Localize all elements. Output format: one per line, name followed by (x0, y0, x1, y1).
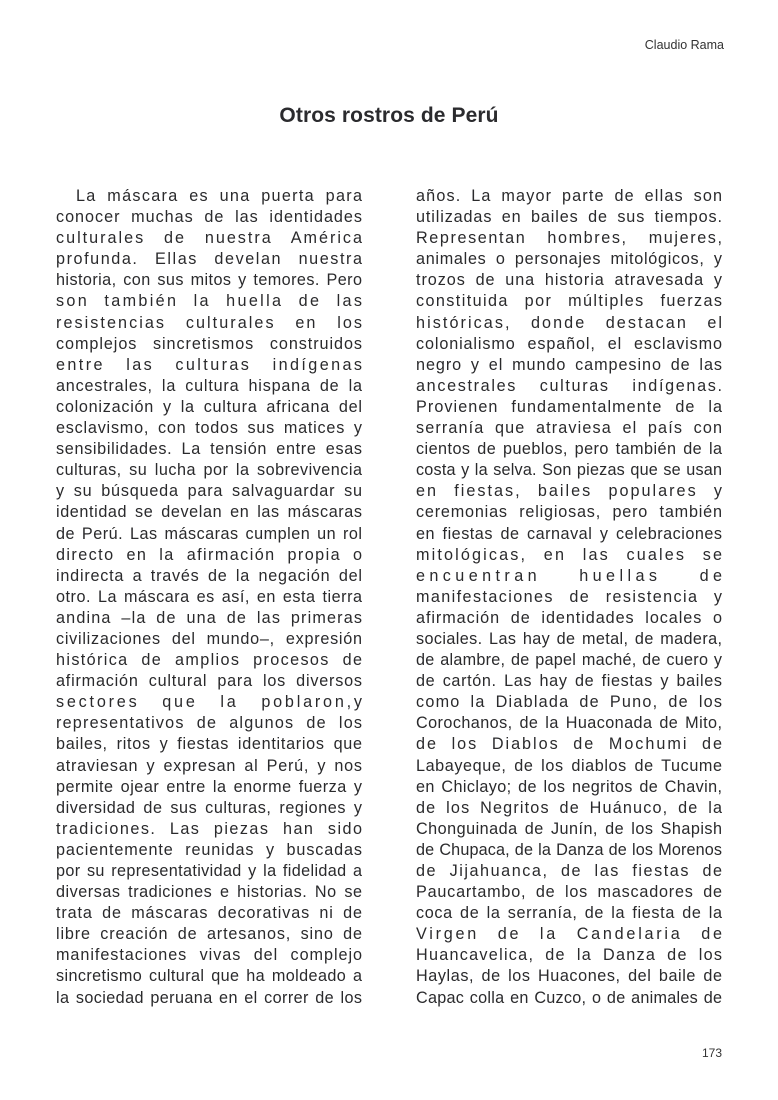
text-line: por su representatividad y la fidelidad a (56, 862, 363, 880)
text-line: afirmación cultural para los diversos (56, 672, 363, 691)
text-line: entre las culturas indígenas (56, 355, 365, 374)
text-line: Haylas, de los Huacones, del baile de (416, 967, 723, 986)
text-line: de cartón. Las hay de fiestas y bailes (416, 672, 723, 691)
text-line: sectores que la poblaron,y (56, 693, 365, 712)
text-line: otro. La máscara es así, en esta tierra (56, 587, 363, 606)
text-line: constituida por múltiples fuerzas (416, 292, 724, 311)
text-line: resistencias culturales en los (56, 313, 365, 332)
text-line: y su búsqueda para salvaguardar su (56, 482, 363, 501)
text-line: ceremonias religiosas, pero también (416, 503, 723, 522)
text-line: identidad se develan en las máscaras (56, 503, 363, 522)
text-line: manifestaciones de resistencia y (416, 587, 724, 606)
text-line: utilizadas en bailes de sus tiempos. (416, 208, 723, 227)
text-line: en fiestas de carnaval y celebraciones (416, 524, 723, 543)
text-line: Virgen de la Candelaria de (416, 925, 725, 944)
text-line: bailes, ritos y fiestas identitarios que (56, 735, 363, 754)
text-line: de los Diablos de Mochumi de (416, 735, 724, 754)
text-line: representativos de algunos de los (56, 714, 364, 733)
text-line: colonialismo español, el esclavismo (416, 334, 723, 353)
text-line: negro y el mundo campesino de las (416, 355, 723, 374)
text-line: Labayeque, de los diablos de Tucume (416, 756, 723, 775)
text-line: libre creación de artesanos, sino de (56, 925, 363, 944)
text-line: en Chiclayo; de los negritos de Chavin, (416, 777, 723, 796)
chapter-title: Otros rostros de Perú (279, 104, 499, 127)
text-line: Representan hombres, mujeres, (416, 229, 724, 248)
text-line: cientos de pueblos, pero también de la (416, 440, 723, 459)
text-line: indirecta a través de la negación del (56, 566, 363, 585)
text-line: animales o personajes mitológicos, y (416, 250, 723, 269)
text-line: de Perú. Las máscaras cumplen un rol (56, 524, 363, 543)
text-line: Capac colla en Cuzco, o de animales de (416, 988, 723, 1007)
text-line: atraviesan y expresan al Perú, y nos (56, 756, 363, 775)
text-line: esclavismo, con todos sus matices y (56, 419, 363, 438)
text-line: permite ojear entre la enorme fuerza y (56, 777, 363, 796)
text-line: afirmación de identidades locales o (416, 608, 723, 627)
text-line: de alambre, de papel maché, de cuero y (416, 651, 723, 670)
text-line: culturas, su lucha por la sobrevivencia (56, 461, 363, 480)
text-line: mitológicas, en las cuales se (416, 545, 725, 564)
text-line: encuentran huellas de (416, 566, 727, 585)
text-line: ancestrales, la cultura hispana de la (56, 376, 363, 395)
body-column-right (416, 186, 727, 1009)
text-line: ancestrales culturas indígenas. (416, 376, 724, 395)
text-line: coca de la serranía, de la fiesta de la (416, 904, 723, 923)
text-line: culturales de nuestra América (56, 229, 364, 248)
text-line: como la Diablada de Puno, de los (416, 693, 724, 712)
text-line: civilizaciones del mundo–, expresión (56, 629, 363, 648)
text-line: historia, con sus mitos y temores. Pero (56, 271, 363, 290)
text-line: sincretismo cultural que ha moldeado a (56, 967, 363, 986)
text-line: pacientemente reunidas y buscadas (56, 840, 363, 859)
text-line: de los Negritos de Huánuco, de la (416, 798, 724, 817)
text-line: trozos de una historia atravesada y (416, 271, 723, 290)
text-line: sociales. Las hay de metal, de madera, (416, 629, 723, 648)
text-line: manifestaciones vivas del complejo (56, 946, 363, 965)
text-line: diversidad de sus culturas, regiones y (56, 798, 363, 817)
text-line: complejos sincretismos construidos (56, 334, 363, 353)
text-line: andina –la de una de las primeras (56, 608, 364, 627)
text-line: años. La mayor parte de ellas son (416, 187, 724, 205)
text-line: históricas, donde destacan el (416, 313, 725, 332)
text-line: directo en la afirmación propia o (56, 545, 364, 564)
text-line: Provienen fundamentalmente de la (416, 397, 724, 416)
text-line: serranía que atraviesa el país con (416, 419, 724, 438)
text-line: colonización y la cultura africana del (56, 397, 363, 416)
text-line: son también la huella de las (56, 292, 365, 311)
text-line: en fiestas, bailes populares y (416, 482, 725, 501)
text-line: tradiciones. Las piezas han sido (56, 819, 364, 838)
text-line: de Jijahuanca, de las fiestas de (416, 862, 724, 880)
text-line: Paucartambo, de los mascadores de (416, 883, 723, 902)
text-line: sensibilidades. La tensión entre esas (56, 440, 363, 459)
text-line: La máscara es una puerta para (76, 187, 364, 205)
text-line: conocer muchas de las identidades (56, 208, 363, 227)
text-line: trata de máscaras decorativas ni de (56, 904, 363, 923)
text-line: costa y la selva. Son piezas que se usan (416, 461, 723, 480)
text-line: de Chupaca, de la Danza de los Morenos (416, 840, 723, 859)
text-line: profunda. Ellas develan nuestra (56, 250, 364, 269)
text-line: diversas tradiciones e historias. No se (56, 883, 363, 902)
text-line: la sociedad peruana en el correr de los (56, 988, 363, 1007)
body-column-left (56, 186, 365, 1009)
text-line: Huancavelica, de la Danza de los (416, 946, 724, 965)
text-line: histórica de amplios procesos de (56, 651, 364, 670)
page-number: 173 (701, 1046, 722, 1060)
text-line: Corochanos, de la Huaconada de Mito, (416, 714, 723, 733)
text-line: Chonguinada de Junín, de los Shapish (416, 819, 723, 838)
running-head-author: Claudio Rama (644, 38, 724, 52)
